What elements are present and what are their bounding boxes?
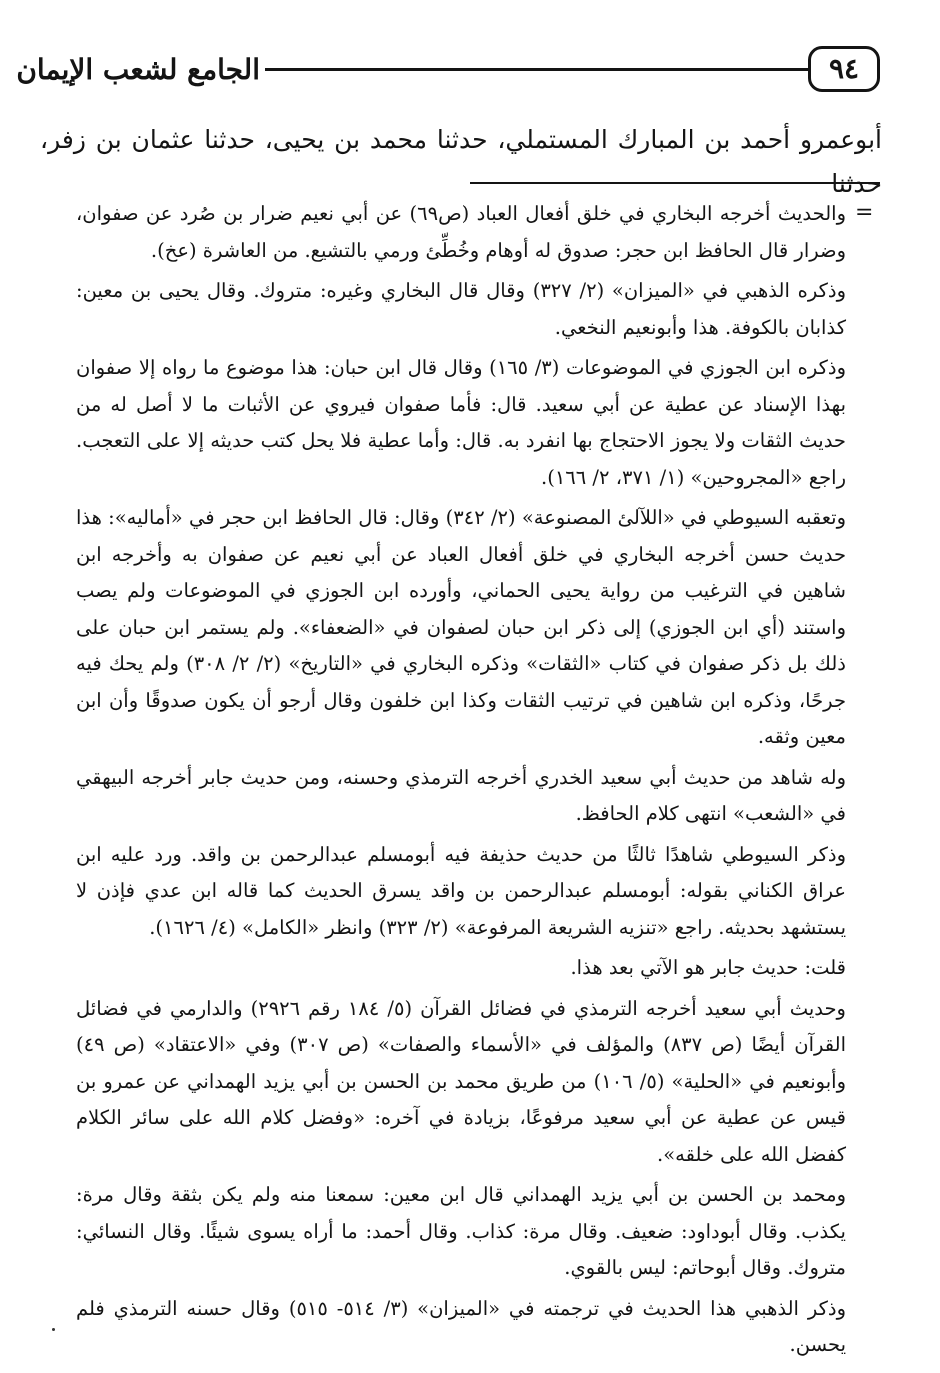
header-rule xyxy=(265,68,808,71)
page-number: ٩٤ xyxy=(808,46,880,92)
footnote-paragraph: وذكر الذهبي هذا الحديث في ترجمته في «الميزان» (٣/ ٥١٤- ٥١٥) وقال حسنه الترمذي فلم يحسن. xyxy=(76,1296,846,1356)
footnote-paragraph: وذكره ابن الجوزي في الموضوعات (٣/ ١٦٥) وقال قال ابن حبان: هذا موضوع ما رواه إلا صفوان بهذا الإسناد عن عطية عن أبي سعيد. قال: فأما صفوان فيروي عن الأثبات ما لا أصل له من حديث الثقات ولا يجوز الاحتجاج بها انفرد به. قال: وأما عطية فلا يحل كتب حديثه إلا على التعجب. راجع «المجروحين» (١/ ٣٧١، ٢/ ١٦٦). xyxy=(76,356,846,489)
footnote-separator xyxy=(470,182,880,184)
page-header xyxy=(16,40,880,104)
footnote-paragraph: ومحمد بن الحسن بن أبي يزيد الهمداني قال ابن معين: سمعنا منه ولم يكن بثقة وقال مرة: يكذب. وقال أبوداود: ضعيف. وقال مرة: كذاب. وقال أحمد: ما أراه يسوى شيئًا. وقال النسائي: متروك. وقال أبوحاتم: ليس بالقوي. xyxy=(76,1183,846,1279)
footnote-paragraph: وذكره الذهبي في «الميزان» (٢/ ٣٢٧) وقال قال البخاري وغيره: متروك. وقال يحيى بن معين: كذابان بالكوفة. هذا وأبونعيم النخعي. xyxy=(76,279,846,339)
footnote-paragraph: وحديث أبي سعيد أخرجه الترمذي في فضائل القرآن (٥/ ١٨٤ رقم ٢٩٢٦) والدارمي في فضائل القرآن أيضًا (ص ٨٣٧) والمؤلف في «الأسماء والصفات» (ص ٣٠٧) وفي «الاعتقاد» (ص ٤٩) وأبونعيم في «الحلية» (٥/ ١٠٦) من طريق محمد بن الحسن بن أبي يزيد الهمداني عن عمرو بن قيس عن عطية عن أبي سعيد مرفوعًا، بزيادة في آخره: «وفضل كلام الله على سائر الكلام كفضل الله على خلقه». xyxy=(76,996,847,1166)
main-text: أبوعمرو أحمد بن المبارك المستملي، حدثنا محمد بن يحيى، حدثنا عثمان بن زفر، حدثنا xyxy=(40,125,882,198)
continuation-mark: = xyxy=(855,200,874,225)
footnote-paragraph: وتعقبه السيوطي في «اللآلئ المصنوعة» (٢/ ٣٤٢) وقال: قال الحافظ ابن حجر في «أماليه»: هذا حديث حسن أخرجه البخاري في خلق أفعال العباد عن أبي نعيم عن صفوان به وأخرجه ابن شاهين في الترغيب من رواية يحيى الحماني، وأورده ابن الجوزي في الموضوعات ولم يصب واستند (أي ابن الجوزي) إلى ذكر ابن حبان لصفوان في «الضعفاء». ولم يستمر ابن حبان على ذلك بل ذكر صفوان في كتاب «الثقات» وذكره البخاري في «التاريخ» (٢/ ٢/ ٣٠٨) ولم يحك فيه جرحًا، وذكره ابن شاهين في ترتيب الثقات وكذا ابن خلفون وقال أرجو أن يكون صدوقًا وأن ابن معين وثقه. xyxy=(76,506,846,748)
footnote-paragraph: والحديث أخرجه البخاري في خلق أفعال العباد (ص٦٩) عن أبي نعيم ضرار بن صُرد عن صفوان، وضرار قال الحافظ ابن حجر: صدوق له أوهام وخُطِّئ ورمي بالتشيع. من العاشرة (عخ). xyxy=(76,202,846,262)
footnote-paragraph: قلت: حديث جابر هو الآتي بعد هذا. xyxy=(570,956,846,979)
footnote-paragraph: وذكر السيوطي شاهدًا ثالثًا من حديث حذيفة فيه أبومسلم عبدالرحمن بن واقد. ورد عليه ابن عراق الكناني بقوله: أبومسلم عبدالرحمن بن واقد يسرق الحديث كما قاله ابن عدي فإذن لا يستشهد بحديثه. راجع «تنزيه الشريعة المرفوعة» (٢/ ٣٢٣) وانظر «الكامل» (٤/ ١٦٢٦). xyxy=(76,842,846,939)
running-title: الجامع لشعب الإيمان xyxy=(16,53,260,86)
footnote-paragraph: وله شاهد من حديث أبي سعيد الخدري أخرجه الترمذي وحسنه، ومن حديث جابر أخرجه البيهقي في «الشعب» انتهى كلام الحافظ. xyxy=(76,765,846,825)
scan-speck xyxy=(52,1328,55,1331)
footnotes xyxy=(76,196,846,1368)
